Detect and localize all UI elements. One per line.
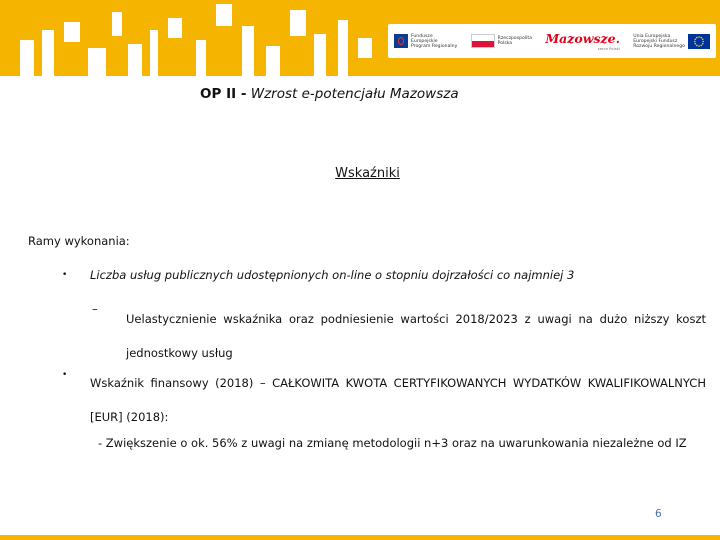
indicator-text: Liczba usług publicznych udostępnionych on-line o stopniu dojrzałości co najmniej 3: [90, 268, 575, 282]
decorative-shape: [42, 30, 54, 76]
decorative-shape: [242, 26, 254, 76]
decorative-shape: [338, 20, 348, 76]
footer-line: [0, 535, 720, 540]
decorative-shape: [88, 48, 106, 76]
decorative-shape: [358, 38, 372, 58]
logos-strip: [388, 24, 716, 58]
decorative-shape: [290, 10, 306, 36]
mazowsze-logo: Mazowsze. serce Polski: [545, 31, 620, 51]
title-text: Wzrost e-potencjału Mazowsza: [250, 86, 459, 102]
decorative-shape: [128, 44, 142, 76]
polish-flag-icon: [471, 34, 495, 48]
page-title: [200, 86, 459, 102]
unia-europejska-logo: Unia Europejska Europejski Fundusz Rozwoju Regionalnego: [633, 34, 710, 49]
decorative-shape: [150, 30, 158, 76]
decorative-shape: [196, 40, 206, 76]
rzeczpospolita-polska-logo: Rzeczpospolita Polska: [471, 34, 532, 48]
ramy-wykonania-label: Ramy wykonania:: [28, 234, 130, 248]
section-heading: Wskaźniki: [335, 166, 400, 181]
decorative-shape: [112, 12, 122, 36]
bullet-marker: •: [62, 370, 68, 380]
title-prefix: OP II -: [200, 86, 247, 102]
header-band: [0, 0, 720, 76]
decorative-shape: [64, 22, 80, 42]
bullet-marker: •: [62, 270, 68, 280]
eu-flag-icon: [688, 34, 710, 49]
fundusze-europejskie-logo: Fundusze Europejskie Program Regionalny: [394, 34, 457, 49]
decorative-shape: [168, 18, 182, 38]
decorative-shape: [314, 34, 326, 76]
fundusze-europejskie-icon: [394, 34, 408, 48]
dash-marker: –: [92, 302, 98, 316]
decorative-shape: [216, 4, 232, 26]
change-note: - Zwiększenie o ok. 56% z uwagi na zmianę metodologii n+3 oraz na uwarunkowania niezależne od IZ: [98, 436, 687, 450]
decorative-shape: [20, 40, 34, 76]
decorative-shape: [266, 46, 280, 76]
financial-indicator-text: Wskaźnik finansowy (2018) – CAŁKOWITA KWOTA CERTYFIKOWANYCH WYDATKÓW KWALIFIKOWALNYCH [EUR] (2018):: [90, 376, 706, 424]
indicator-note: Uelastycznienie wskaźnika oraz podniesienie wartości 2018/2023 z uwagi na dużo niższy koszt jednostkowy usług: [126, 312, 706, 360]
page-number: 6: [655, 508, 662, 520]
